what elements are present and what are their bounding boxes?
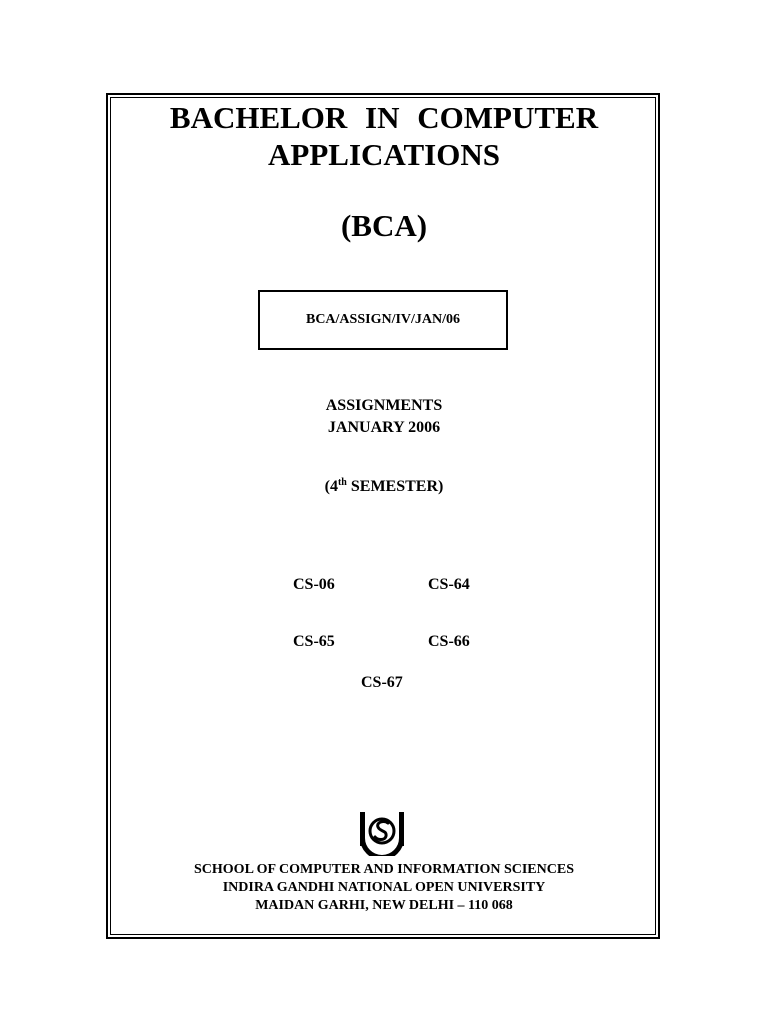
- course-code: CS-66: [428, 633, 470, 650]
- university-address: MAIDAN GARHI, NEW DELHI – 110 068: [255, 898, 513, 913]
- school-name: SCHOOL OF COMPUTER AND INFORMATION SCIENCES: [194, 862, 574, 877]
- ignou-emblem-icon: [358, 808, 406, 856]
- title-line-2: APPLICATIONS: [268, 137, 500, 172]
- title-line-1: BACHELOR IN COMPUTER: [169, 100, 599, 135]
- assignment-code: BCA/ASSIGN/IV/JAN/06: [305, 312, 461, 327]
- semester-suffix: th: [337, 477, 347, 488]
- program-abbreviation: (BCA): [340, 208, 428, 243]
- course-code: CS-06: [293, 576, 335, 593]
- assignments-label: ASSIGNMENTS: [325, 397, 443, 414]
- semester-number: (4: [324, 478, 338, 495]
- semester-word: SEMESTER): [346, 478, 444, 495]
- course-code: CS-64: [428, 576, 470, 593]
- semester-label: [110, 473, 658, 497]
- assignment-code-box: [258, 290, 508, 350]
- university-name: INDIRA GANDHI NATIONAL OPEN UNIVERSITY: [222, 880, 546, 895]
- course-code: CS-65: [293, 633, 335, 650]
- course-code: CS-67: [361, 674, 403, 691]
- assignments-date: JANUARY 2006: [327, 419, 441, 436]
